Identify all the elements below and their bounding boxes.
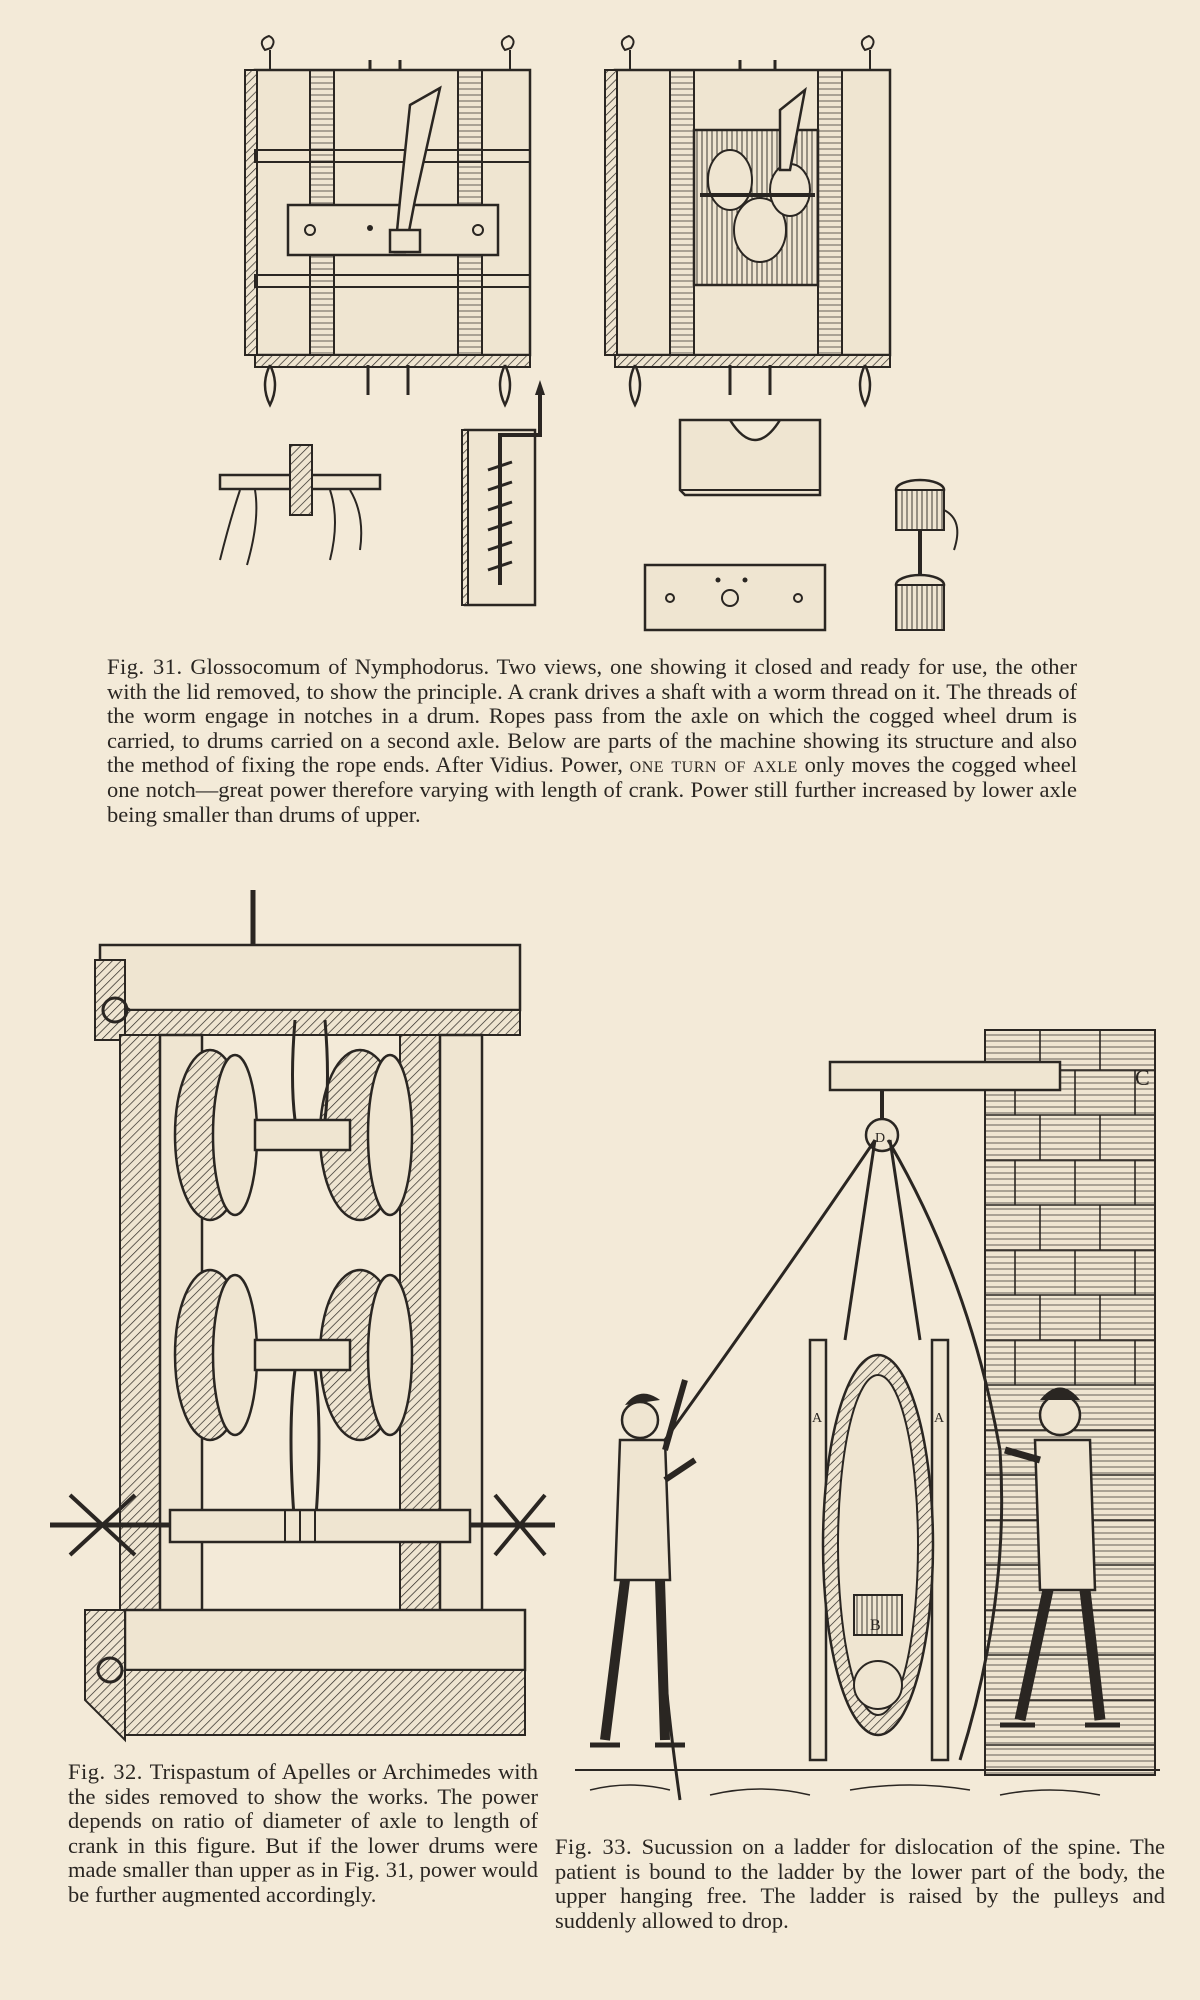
fig31-caption-text-b: only moves the cogged wheel one notch—great power therefore varying with length of crank. Power still further increased by lower axle being smaller than drums of upper. xyxy=(107,752,1078,827)
worm-screw-detail xyxy=(462,380,545,605)
axle-plate-detail xyxy=(645,565,825,630)
marker-ladder-left: A xyxy=(812,1411,823,1426)
fig33-illustration xyxy=(570,1020,1165,1820)
marker-pulley: D xyxy=(875,1131,886,1146)
fig33-caption-text: Sucussion on a ladder for dislocation of the spine. The patient is bound to the ladder by the lower part of the body, the upper hanging free. The ladder is raised by the pulleys and suddenly allowed to drop. xyxy=(555,1834,1166,1933)
fig31-caption xyxy=(107,655,1077,827)
rope-fixing-detail xyxy=(220,445,380,565)
fig31-caption-smallcaps: one turn of axle xyxy=(629,752,798,778)
left-attendant-figure xyxy=(590,1380,695,1745)
fig32-caption-text: Trispastum of Apelles or Archimedes with the sides removed to show the works. The power depends on ratio of diameter of axle to length of crank in this figure. But if the lower drums were made smaller than upper as in Fig. 31, power would be further augmented accordingly. xyxy=(68,1759,538,1907)
fig32-caption xyxy=(68,1760,538,1908)
marker-patient: B xyxy=(870,1617,881,1634)
fig33-caption xyxy=(555,1835,1165,1933)
fig33-label: Fig. 33. xyxy=(555,1834,633,1859)
fig31-engraving xyxy=(200,20,980,650)
fig31-illustration xyxy=(200,20,980,650)
glossocomum-open-view xyxy=(605,36,890,405)
marker-wall: C xyxy=(1135,1065,1150,1090)
fig32-illustration xyxy=(40,880,560,1750)
drum-pair-detail xyxy=(896,480,957,630)
marker-ladder-right: A xyxy=(934,1411,945,1426)
notched-block-detail xyxy=(680,420,820,495)
fig32-engraving xyxy=(40,880,560,1750)
glossocomum-closed-view xyxy=(245,36,530,405)
fig31-label: Fig. 31. xyxy=(107,654,183,679)
fig31-caption-text-a: Glossocomum of Nymphodorus. Two views, one showing it closed and ready for use, the other with the lid removed, to show the principle. A crank drives a shaft with a worm thread on it. The threads of the worm engage in notches in a drum. Ropes pass from the axle on which the cogged wheel drum is carried, to drums carried on a second axle. Below are parts of the machine showing its structure and also the method of fixing the rope ends. After Vidius. Power, xyxy=(107,654,1078,778)
fig32-label: Fig. 32. xyxy=(68,1759,143,1784)
fig33-engraving xyxy=(570,1020,1165,1820)
